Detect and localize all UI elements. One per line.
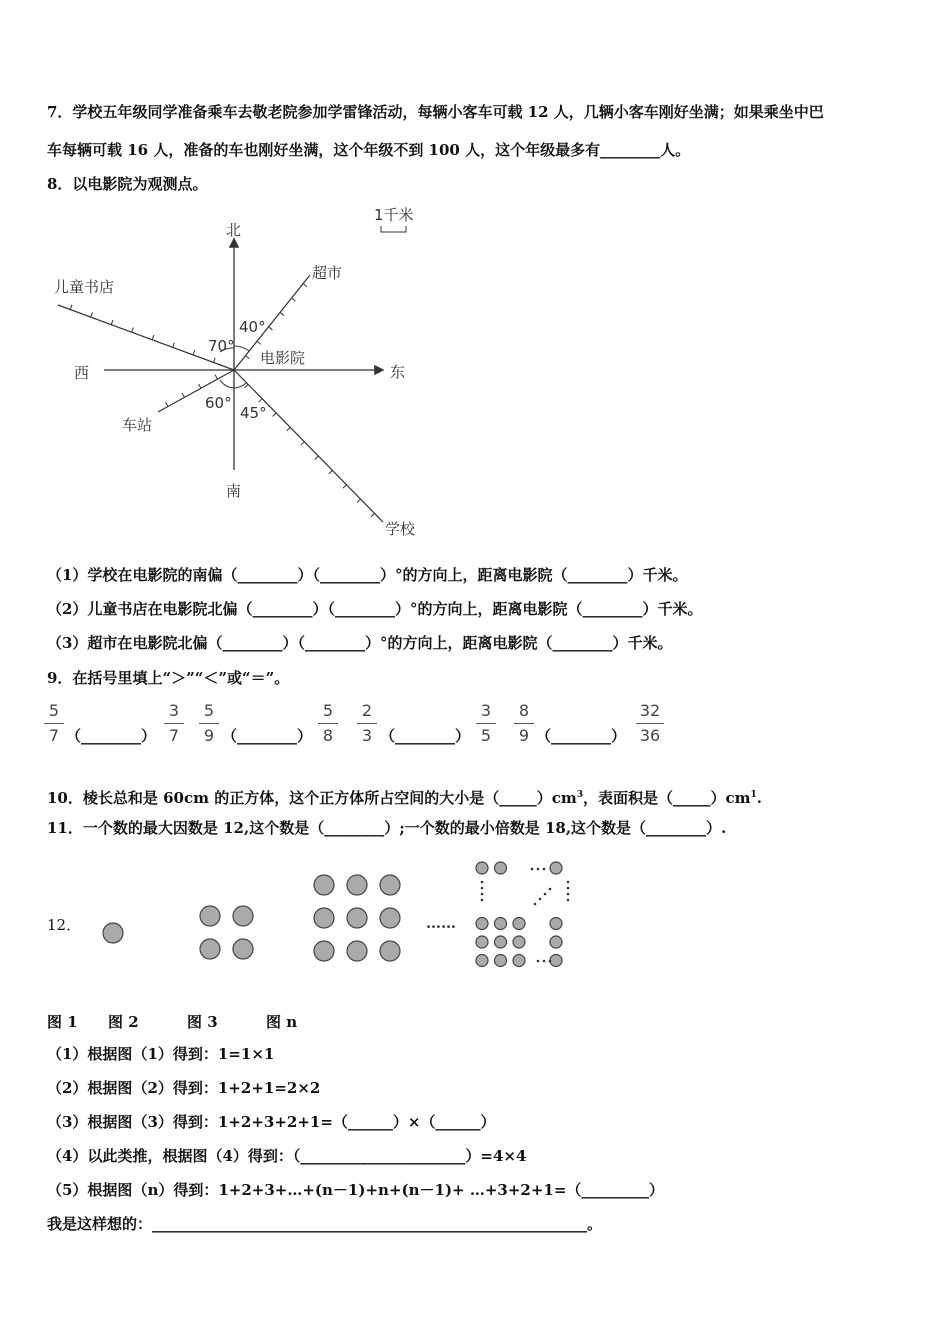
q8-sub3: （3）超市在电影院北偏（________）（________）°的方向上，距离电影院（________）千米。 <box>47 634 673 652</box>
scale-bar <box>381 226 406 232</box>
station-label: 车站 <box>122 416 153 434</box>
dot <box>380 941 400 961</box>
q12-sub3: （3）根据图（3）得到：1+2+3+2+1=（______）×（______） <box>47 1113 496 1131</box>
dot <box>314 941 334 961</box>
dot <box>550 862 562 874</box>
q12-number: 12． <box>47 916 82 934</box>
ray-tick <box>215 375 217 379</box>
connector-dot <box>481 899 484 902</box>
ellipsis: …… <box>426 914 456 932</box>
ray-tick <box>273 413 277 417</box>
fraction-3-7: 3 7 <box>164 701 184 746</box>
dot <box>380 908 400 928</box>
fig-label-2: 图 2 <box>108 1013 139 1031</box>
dot <box>513 955 525 967</box>
ray-tick <box>371 513 375 517</box>
blank-3[interactable]: （________） <box>380 727 471 745</box>
ray-tick <box>257 341 261 344</box>
dot <box>200 906 220 926</box>
scale-label: 1千米 <box>374 206 414 224</box>
angle-60: 60° <box>205 394 232 412</box>
q12-think: 我是这样想的：__________________________________________________________。 <box>47 1215 603 1233</box>
dot <box>550 955 562 967</box>
dot <box>495 936 507 948</box>
dot <box>347 941 367 961</box>
q7-line2: 车每辆可载 16 人，准备的车也刚好坐满，这个年级不到 100 人，这个年级最多有________人。 <box>47 141 691 159</box>
fig-label-1: 图 1 <box>47 1013 78 1031</box>
angle-70: 70° <box>208 337 235 355</box>
connector-dot <box>537 960 540 963</box>
ray-tick <box>214 358 216 363</box>
connector-dot <box>567 893 570 896</box>
ray-tick <box>315 456 319 460</box>
dot <box>103 923 123 943</box>
connector-dot <box>481 881 484 884</box>
connector-dot <box>567 899 570 902</box>
fraction-5-7: 5 7 <box>44 701 64 746</box>
center-label: 电影院 <box>260 349 306 367</box>
q8-title: 8．以电影院为观测点。 <box>47 175 208 193</box>
ray-tick <box>259 399 263 403</box>
q7-line1: 7．学校五年级同学准备乘车去敬老院参加学雷锋活动，每辆小客车可载 12 人，几辆小客车刚好坐满；如果乘坐中巴 <box>47 103 824 121</box>
dot <box>233 939 253 959</box>
q9-title: 9．在括号里填上“＞”“＜”或“＝”。 <box>47 669 290 687</box>
dot <box>476 862 488 874</box>
dot <box>233 906 253 926</box>
dot <box>347 908 367 928</box>
connector-dot <box>481 893 484 896</box>
north-label: 北 <box>226 221 242 239</box>
q12-sub2: （2）根据图（2）得到：1+2+1=2×2 <box>47 1079 321 1097</box>
fraction-5-9: 5 9 <box>199 701 219 746</box>
q8-sub1: （1）学校在电影院的南偏（________）（________）°的方向上，距离电影院（________）千米。 <box>47 566 688 584</box>
connector-dot <box>549 888 552 891</box>
ray-tick <box>244 384 248 388</box>
fraction-32-36: 32 36 <box>636 701 664 746</box>
connector-dot <box>549 960 552 963</box>
ray-tick <box>287 427 291 431</box>
fraction-5-8: 5 8 <box>318 701 338 746</box>
q12-sub5: （5）根据图（n）得到：1+2+3+…+(n－1)+n+(n－1)+ …+3+2+1=（_________） <box>47 1181 664 1199</box>
connector-dot <box>481 887 484 890</box>
connector-dot <box>539 898 542 901</box>
connector-dot <box>543 960 546 963</box>
q12-sub4: （4）以此类推，根据图（4）得到：（______________________）=4×4 <box>47 1147 527 1165</box>
fraction-3-5: 3 5 <box>476 701 496 746</box>
dot <box>314 908 334 928</box>
dot <box>513 936 525 948</box>
q8-sub2: （2）儿童书店在电影院北偏（________）（________）°的方向上，距离电影院（________）千米。 <box>47 600 703 618</box>
ray-tick <box>132 328 134 333</box>
blank-4[interactable]: （________） <box>536 727 627 745</box>
ray-tick <box>182 393 184 397</box>
dot <box>476 918 488 930</box>
east-label: 东 <box>390 363 406 381</box>
dot <box>495 918 507 930</box>
ray-tick <box>343 485 347 489</box>
fraction-2-3: 2 3 <box>357 701 377 746</box>
ray-tick <box>301 442 305 446</box>
blank-2[interactable]: （________） <box>222 727 313 745</box>
ray-tick <box>70 305 72 310</box>
dot <box>314 875 334 895</box>
dot <box>513 918 525 930</box>
angle-45: 45° <box>240 404 267 422</box>
dot <box>347 875 367 895</box>
ray-tick <box>357 499 361 503</box>
west-label: 西 <box>74 364 90 382</box>
connector-dot <box>543 868 546 871</box>
south-label: 南 <box>226 482 242 500</box>
ray-tick <box>269 327 273 330</box>
ray-tick <box>280 312 284 315</box>
dot <box>476 955 488 967</box>
dot <box>476 936 488 948</box>
ray-tick <box>303 284 307 287</box>
connector-dot <box>537 868 540 871</box>
ray-tick <box>165 402 167 406</box>
bookstore-label: 儿童书店 <box>54 278 115 296</box>
compass-diagram <box>40 200 460 545</box>
connector-dot <box>567 881 570 884</box>
q12-sub1: （1）根据图（1）得到：1=1×1 <box>47 1045 275 1063</box>
connector-dot <box>534 903 537 906</box>
ray-tick <box>152 335 154 340</box>
angle-40: 40° <box>239 318 266 336</box>
connector-dot <box>544 893 547 896</box>
ray-tick <box>111 320 113 325</box>
ray-tick <box>199 384 201 388</box>
q10-line: 10．棱长总和是 60cm 的正方体，这个正方体所占空间的大小是$(\_\_\_\_\_)cm^3$，表面积是$(\_\_\_\_\_)cm^1$. <box>47 789 762 807</box>
dot <box>495 955 507 967</box>
dot <box>550 918 562 930</box>
supermarket-label: 超市 <box>312 264 343 282</box>
ray-tick <box>91 312 93 317</box>
dot-figures <box>90 860 590 970</box>
fraction-8-9: 8 9 <box>514 701 534 746</box>
school-label: 学校 <box>385 520 416 538</box>
fig-label-3: 图 3 <box>187 1013 218 1031</box>
dot <box>200 939 220 959</box>
blank-1[interactable]: （________） <box>66 727 157 745</box>
dot <box>550 936 562 948</box>
fig-label-n: 图 n <box>266 1013 298 1031</box>
connector-dot <box>531 868 534 871</box>
q11-line: 11．一个数的最大因数是 12,这个数是（________）;一个数的最小倍数是 18,这个数是（________）. <box>47 819 727 837</box>
ray-tick <box>329 470 333 474</box>
dot <box>380 875 400 895</box>
ray-tick <box>193 350 195 355</box>
ray-tick <box>173 343 175 348</box>
ray-tick <box>246 356 250 359</box>
connector-dot <box>567 887 570 890</box>
ray-tick <box>292 298 296 301</box>
dot <box>495 862 507 874</box>
